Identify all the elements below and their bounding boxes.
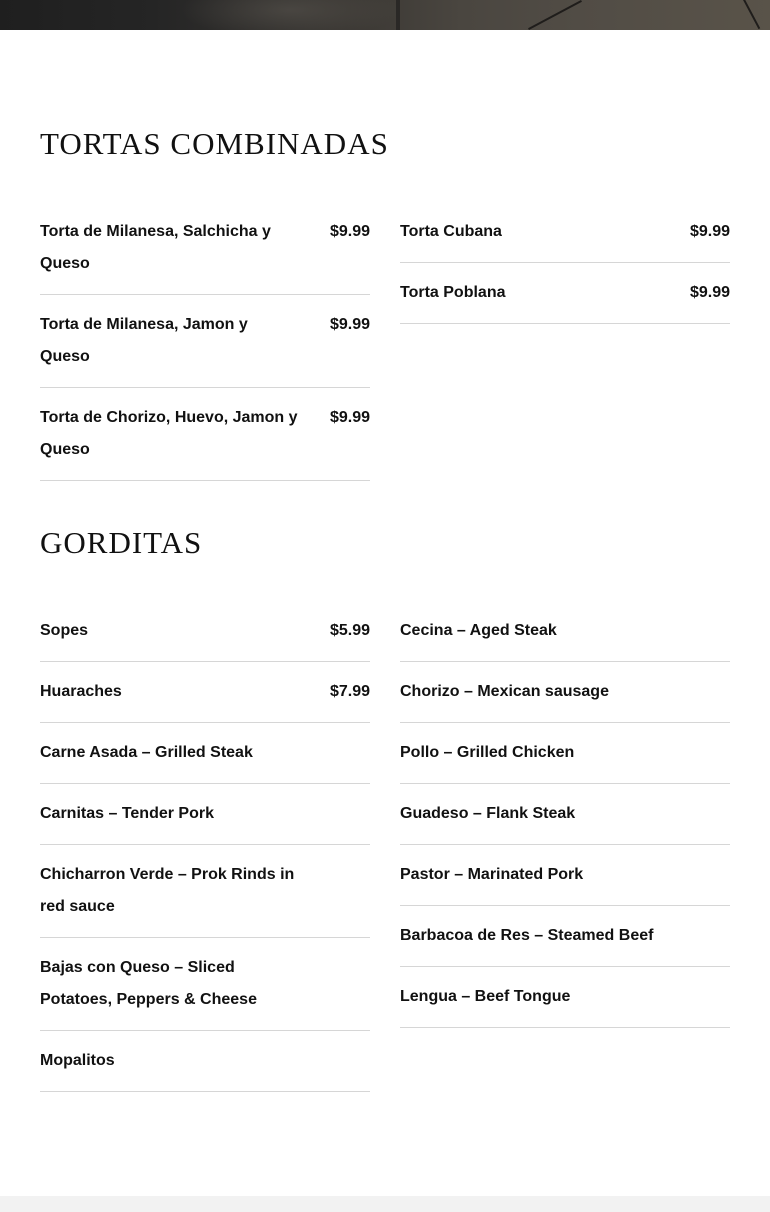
menu-item — [400, 723, 730, 784]
menu-column-right — [400, 202, 730, 324]
menu-item — [400, 202, 730, 263]
menu-item-name: Torta de Milanesa, Salchicha y Queso — [40, 223, 271, 272]
menu-item — [400, 662, 730, 723]
menu-item — [400, 263, 730, 324]
menu-item-name: Carnitas – Tender Pork — [40, 805, 214, 822]
menu-item-name: Pastor – Marinated Pork — [400, 866, 584, 883]
menu-item-name: Mopalitos — [40, 1052, 115, 1069]
menu-item-name: Torta Poblana — [400, 284, 506, 301]
menu-item-name: Cecina – Aged Steak — [400, 622, 557, 639]
menu-item — [400, 906, 730, 967]
hero-image — [0, 0, 770, 30]
menu-item-name: Bajas con Queso – Sliced Potatoes, Peppers & Cheese — [40, 959, 257, 1008]
hero-edge — [396, 0, 400, 30]
menu-item — [40, 723, 370, 784]
menu-item-price: $5.99 — [329, 622, 370, 639]
menu-item-price: $7.99 — [329, 683, 370, 700]
section-title-gorditas: GORDITAS — [40, 525, 203, 560]
menu-item — [40, 388, 370, 481]
menu-item — [400, 601, 730, 662]
menu-item-name: Barbacoa de Res – Steamed Beef — [400, 927, 654, 944]
menu-item-name: Sopes — [40, 622, 89, 639]
menu-item-price: $9.99 — [329, 409, 370, 426]
menu-item-name: Torta de Milanesa, Jamon y Queso — [40, 316, 248, 365]
menu-item — [40, 845, 370, 938]
footer-band — [0, 1196, 770, 1212]
menu-item-price: $9.99 — [329, 316, 370, 333]
hero-highlight — [180, 0, 400, 30]
menu-item-price: $9.99 — [689, 284, 730, 301]
menu-item-name: Chicharron Verde – Prok Rinds in red sauce — [40, 866, 295, 915]
menu-item-name: Huaraches — [40, 683, 122, 700]
menu-item — [400, 845, 730, 906]
section-title-tortas-combinadas: TORTAS COMBINADAS — [40, 126, 389, 161]
menu-item-price: $9.99 — [329, 223, 370, 240]
menu-item-name: Pollo – Grilled Chicken — [400, 744, 575, 761]
menu-item — [40, 784, 370, 845]
menu-column-right — [400, 601, 730, 1028]
menu-column-left — [40, 601, 370, 1092]
menu-item-name: Chorizo – Mexican sausage — [400, 683, 609, 700]
menu-item-name: Carne Asada – Grilled Steak — [40, 744, 253, 761]
hero-detail-line — [740, 0, 761, 29]
menu-column-left — [40, 202, 370, 481]
menu-item-name: Torta Cubana — [400, 223, 502, 240]
menu-item-price: $9.99 — [689, 223, 730, 240]
menu-item — [400, 784, 730, 845]
menu-item-name: Guadeso – Flank Steak — [400, 805, 576, 822]
menu-item — [40, 1031, 370, 1092]
menu-item — [40, 202, 370, 295]
hero-detail-line — [528, 0, 582, 30]
menu-item — [40, 662, 370, 723]
menu-item — [40, 938, 370, 1031]
menu-item — [40, 295, 370, 388]
menu-item — [40, 601, 370, 662]
menu-item-name: Lengua – Beef Tongue — [400, 988, 571, 1005]
menu-item — [400, 967, 730, 1028]
menu-item-name: Torta de Chorizo, Huevo, Jamon y Queso — [40, 409, 298, 458]
